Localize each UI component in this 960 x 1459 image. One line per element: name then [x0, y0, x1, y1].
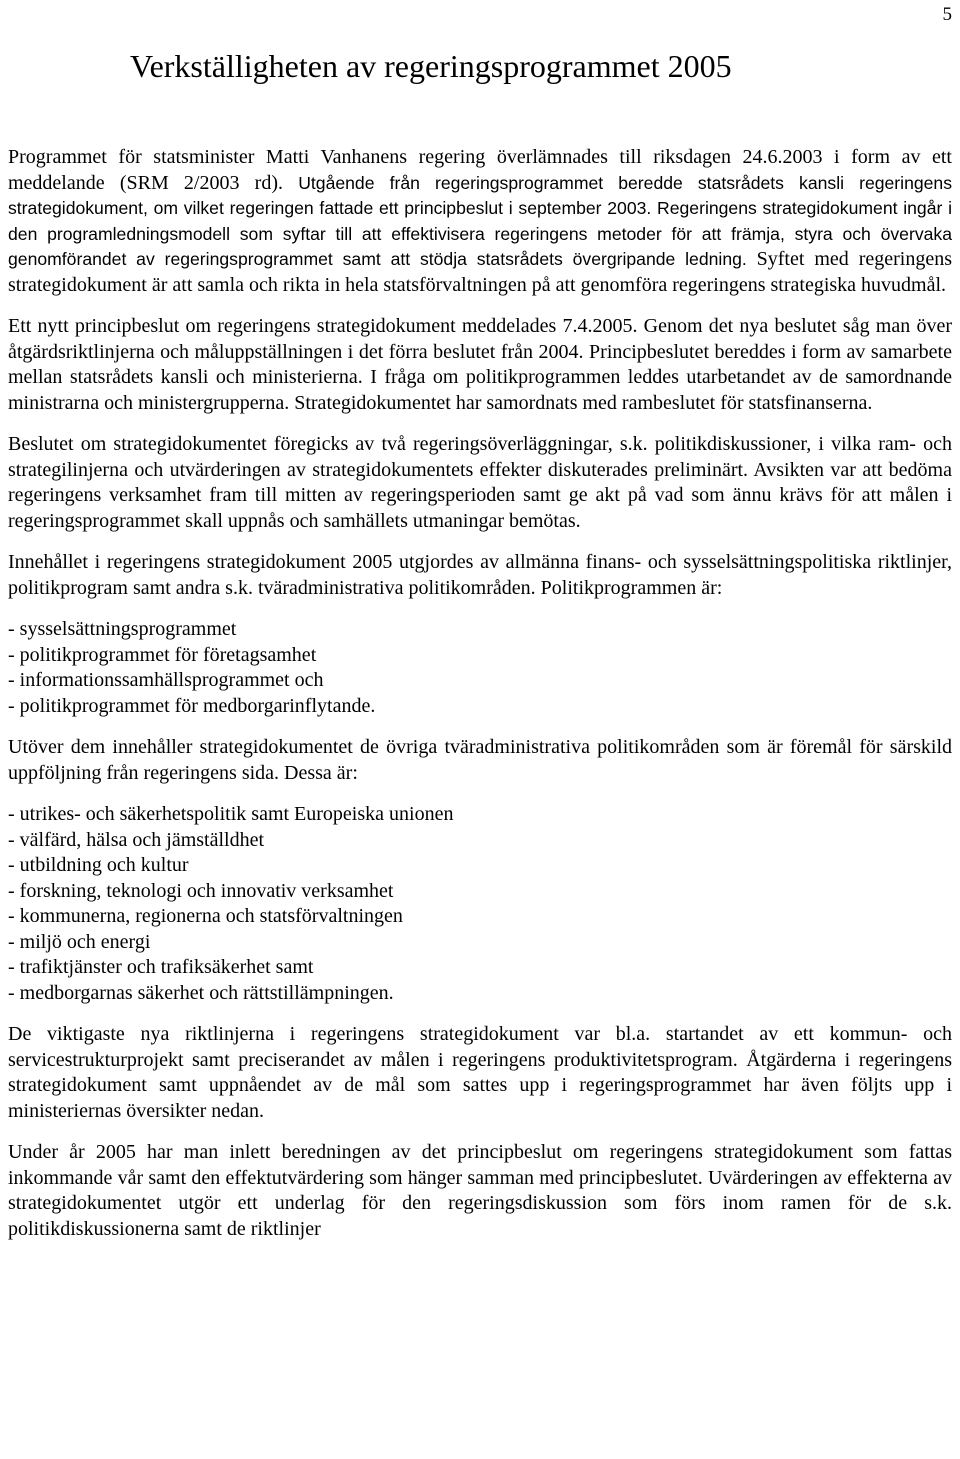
paragraph-intro-part-3: Syftet med regeringens strategidokument är att samla och rikta in hela statsförvaltningen på att genomföra regeringens strategiska huvudmål.	[8, 248, 953, 296]
page-number: 5	[942, 4, 952, 25]
politikprogram-list	[8, 617, 952, 719]
paragraph-beredning: Under år 2005 har man inlett beredningen av det principbeslut om regeringens strategidokument som fattas inkommande vår samt den effektutvärdering som hänger samman med principbeslutet. Uvärderingen av effekterna av strategidokumentet utgör ett underlag för den regeringsdiskussion som förs inom ramen för de s.k. politikdiskussionerna samt de riktlinjer	[8, 1141, 952, 1240]
document-body	[8, 145, 952, 1258]
list-item: - utrikes- och säkerhetspolitik samt Europeiska unionen	[8, 802, 952, 828]
paragraph-utover: Utöver dem innehåller strategidokumentet de övriga tväradministrativa politikområden som är föremål för särskild uppföljning från regeringens sida. Dessa är:	[8, 736, 952, 784]
paragraph-politikdiskussioner: Beslutet om strategidokumentet föregicks av två regeringsöverläggningar, s.k. politikdiskussioner, i vilka ram- och strategilinjerna och utvärderingen av strategidokumentets effekter diskuterades preliminärt. Avsikten var att bedöma regeringens verksamhet fram till mitten av regeringsperioden samt ge akt på vad som ännu krävs för att målen i regeringsprogrammet skall uppnås och samhällets utmaningar bemötas.	[8, 433, 952, 532]
politikomraden-list	[8, 802, 952, 1006]
list-item: - kommunerna, regionerna och statsförvaltningen	[8, 904, 952, 930]
paragraph-intro-part-2: Utgående från regeringsprogrammet beredde statsrådets kansli regeringens strategidokument, om vilket regeringen fattade ett principbeslut i september 2003. Regeringens strategidokument ingår i den programledningsmodell som syftar till att effektivisera regeringens metoder för att främja, styra och övervaka genomförandet av regeringsprogrammet samt att stödja statsrådets övergripande ledning.	[8, 172, 953, 269]
paragraph-riktlinjer: De viktigaste nya riktlinjerna i regeringens strategidokument var bl.a. startandet av ett kommun- och servicestrukturprojekt samt preciserandet av målen i regeringens produktivitetsprogram. Åtgärderna i regeringens strategidokument samt uppnåendet av de mål som sattes upp i regeringsprogrammet har även följts upp i ministeriernas översikter nedan.	[8, 1023, 952, 1122]
list-item: - politikprogrammet för företagsamhet	[8, 643, 952, 669]
list-item: - trafiktjänster och trafiksäkerhet samt	[8, 955, 952, 981]
list-item: - miljö och energi	[8, 930, 952, 956]
page-title: Verkställigheten av regeringsprogrammet 2005	[130, 48, 732, 84]
list-item: - välfärd, hälsa och jämställdhet	[8, 828, 952, 854]
list-item: - politikprogrammet för medborgarinflytande.	[8, 694, 952, 720]
paragraph-intro	[8, 145, 952, 298]
paragraph-innehall: Innehållet i regeringens strategidokument 2005 utgjordes av allmänna finans- och sysselsättningspolitiska riktlinjer, politikprogram samt andra s.k. tväradministrativa politikområden. Politikprogrammen är:	[8, 551, 952, 599]
list-item: - utbildning och kultur	[8, 853, 952, 879]
list-item: - sysselsättningsprogrammet	[8, 617, 952, 643]
list-item: - forskning, teknologi och innovativ verksamhet	[8, 879, 952, 905]
paragraph-principbeslut: Ett nytt principbeslut om regeringens strategidokument meddelades 7.4.2005. Genom det nya beslutet såg man över åtgärdsriktlinjerna och måluppställningen i det förra beslutet från 2004. Principbeslutet bereddes i form av samarbete mellan statsrådets kansli och ministerierna. I fråga om politikprogrammen leddes utarbetandet av de samordnande ministrarna och ministergrupperna. Strategidokumentet har samordnats med rambeslutet för statsfinanserna.	[8, 315, 952, 414]
list-item: - informationssamhällsprogrammet och	[8, 668, 952, 694]
paragraph-intro-part-1: Programmet för statsminister Matti Vanhanens regering överlämnades till riksdagen 24.6.2003 i form av ett meddelande (SRM 2/2003 rd).	[8, 146, 952, 194]
list-item: - medborgarnas säkerhet och rättstillämpningen.	[8, 981, 952, 1007]
